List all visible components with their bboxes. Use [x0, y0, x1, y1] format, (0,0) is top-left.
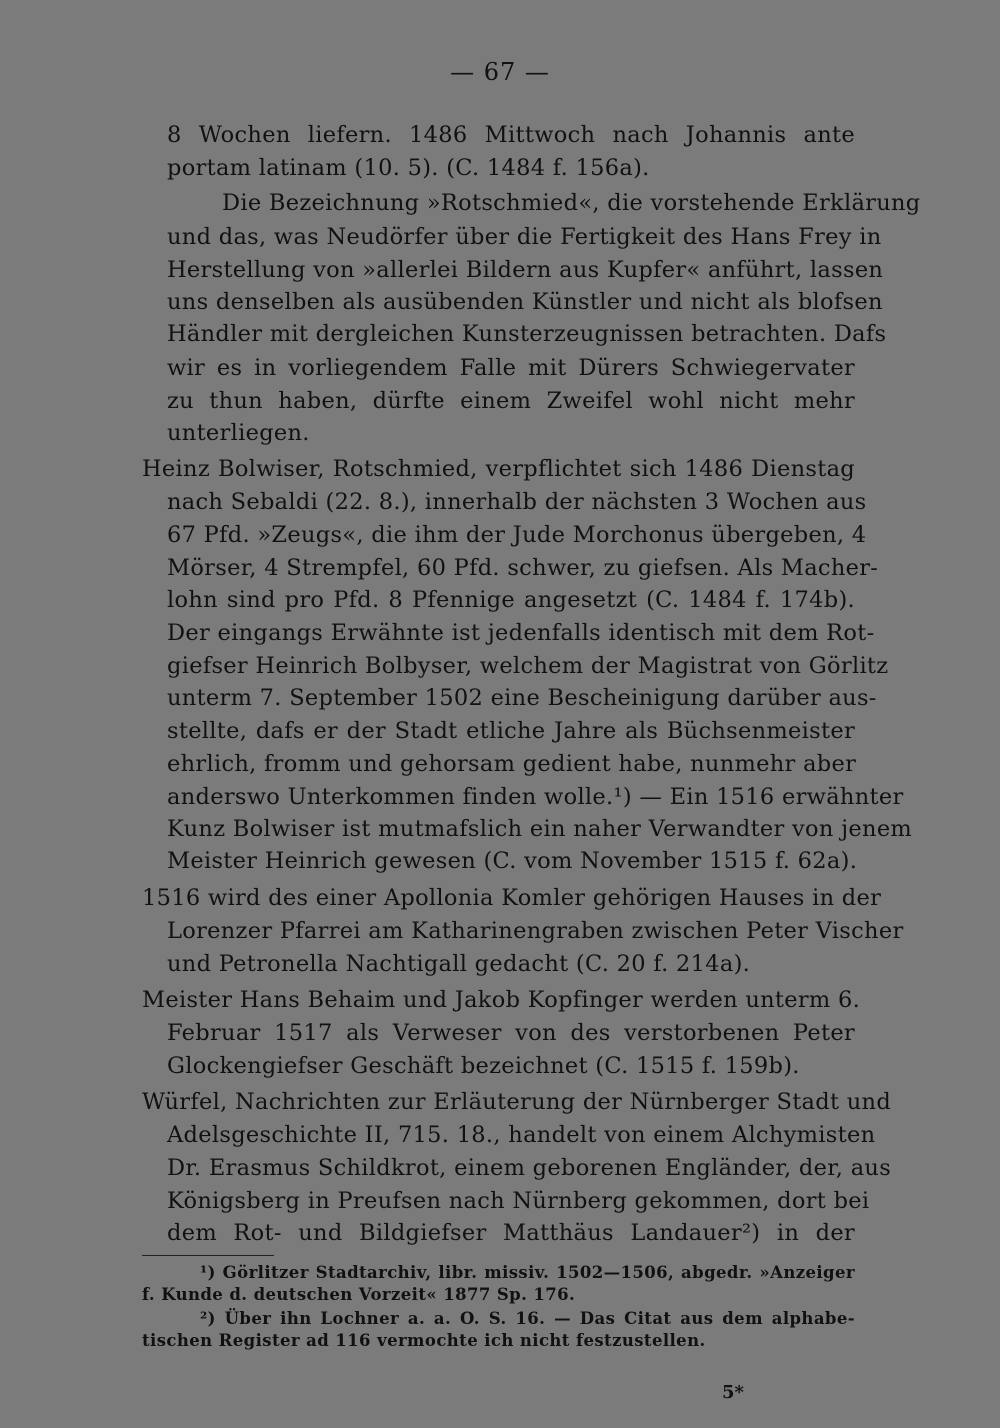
- signature-mark: 5*: [722, 1382, 744, 1403]
- text-line: Die Bezeichnung »Rotschmied«, die vorstehende Erklärung: [222, 190, 921, 216]
- text-line: nach Sebaldi (22. 8.), innerhalb der nächsten 3 Wochen aus: [167, 489, 867, 515]
- text-line: und das, was Neudörfer über die Fertigkeit des Hans Frey in: [167, 224, 882, 250]
- text-line: Würfel, Nachrichten zur Erläuterung der Nürnberger Stadt und: [142, 1089, 892, 1115]
- text-line: lohn sind pro Pfd. 8 Pfennige angesetzt (C. 1484 f. 174b).: [167, 587, 855, 613]
- text-line: zu thun haben, dürfte einem Zweifel wohl nicht mehr: [167, 388, 855, 414]
- footnote-line: f. Kunde d. deutschen Vorzeit« 1877 Sp. 176.: [142, 1285, 576, 1304]
- text-line: Dr. Erasmus Schildkrot, einem geborenen Engländer, der, aus: [167, 1155, 892, 1181]
- text-line: Februar 1517 als Verweser von des verstorbenen Peter: [167, 1020, 855, 1046]
- text-line: Meister Hans Behaim und Jakob Kopfinger werden unterm 6.: [142, 987, 861, 1013]
- footnote-line: ¹) Görlitzer Stadtarchiv, libr. missiv. 1502—1506, abgedr. »Anzeiger: [200, 1263, 855, 1282]
- text-line: stellte, dafs er der Stadt etliche Jahre als Büchsenmeister: [167, 718, 855, 744]
- text-line: unterm 7. September 1502 eine Bescheinigung darüber aus-: [167, 685, 877, 711]
- text-line: giefser Heinrich Bolbyser, welchem der Magistrat von Görlitz: [167, 653, 889, 679]
- text-line: Heinz Bolwiser, Rotschmied, verpflichtet sich 1486 Dienstag: [142, 456, 855, 482]
- page-number: — 67 —: [450, 58, 550, 86]
- text-line: 8 Wochen liefern. 1486 Mittwoch nach Johannis ante: [167, 122, 855, 148]
- text-line: Mörser, 4 Strempfel, 60 Pfd. schwer, zu giefsen. Als Macher-: [167, 555, 879, 581]
- text-line: anderswo Unterkommen finden wolle.¹) — Ein 1516 erwähnter: [167, 784, 904, 810]
- text-line: 1516 wird des einer Apollonia Komler gehörigen Hauses in der: [142, 885, 882, 911]
- text-line: und Petronella Nachtigall gedacht (C. 20 f. 214a).: [167, 951, 751, 977]
- text-line: Kunz Bolwiser ist mutmafslich ein naher Verwandter von jenem: [167, 816, 913, 842]
- text-line: dem Rot- und Bildgiefser Matthäus Landauer²) in der: [167, 1220, 855, 1246]
- text-line: Händler mit dergleichen Kunsterzeugnissen betrachten. Dafs: [167, 321, 887, 347]
- text-line: Herstellung von »allerlei Bildern aus Kupfer« anführt, lassen: [167, 257, 884, 283]
- text-line: Lorenzer Pfarrei am Katharinengraben zwischen Peter Vischer: [167, 918, 904, 944]
- text-line: Glockengiefser Geschäft bezeichnet (C. 1515 f. 159b).: [167, 1053, 800, 1079]
- text-line: Königsberg in Preufsen nach Nürnberg gekommen, dort bei: [167, 1188, 870, 1214]
- text-line: unterliegen.: [167, 420, 310, 446]
- text-line: Meister Heinrich gewesen (C. vom November 1515 f. 62a).: [167, 848, 858, 874]
- text-line: 67 Pfd. »Zeugs«, die ihm der Jude Morchonus übergeben, 4: [167, 522, 867, 548]
- text-line: portam latinam (10. 5). (C. 1484 f. 156a).: [167, 155, 650, 181]
- footnote-divider: [142, 1255, 274, 1256]
- footnote-line: ²) Über ihn Lochner a. a. O. S. 16. — Das Citat aus dem alphabe-: [200, 1309, 855, 1328]
- footnote-line: tischen Register ad 116 vermochte ich nicht festzustellen.: [142, 1331, 706, 1350]
- text-line: ehrlich, fromm und gehorsam gedient habe, nunmehr aber: [167, 751, 857, 777]
- text-line: uns denselben als ausübenden Künstler und nicht als blofsen: [167, 289, 883, 315]
- text-line: Adelsgeschichte II, 715. 18., handelt von einem Alchymisten: [167, 1122, 876, 1148]
- text-line: wir es in vorliegendem Falle mit Dürers Schwiegervater: [167, 355, 855, 381]
- text-line: Der eingangs Erwähnte ist jedenfalls identisch mit dem Rot-: [167, 620, 875, 646]
